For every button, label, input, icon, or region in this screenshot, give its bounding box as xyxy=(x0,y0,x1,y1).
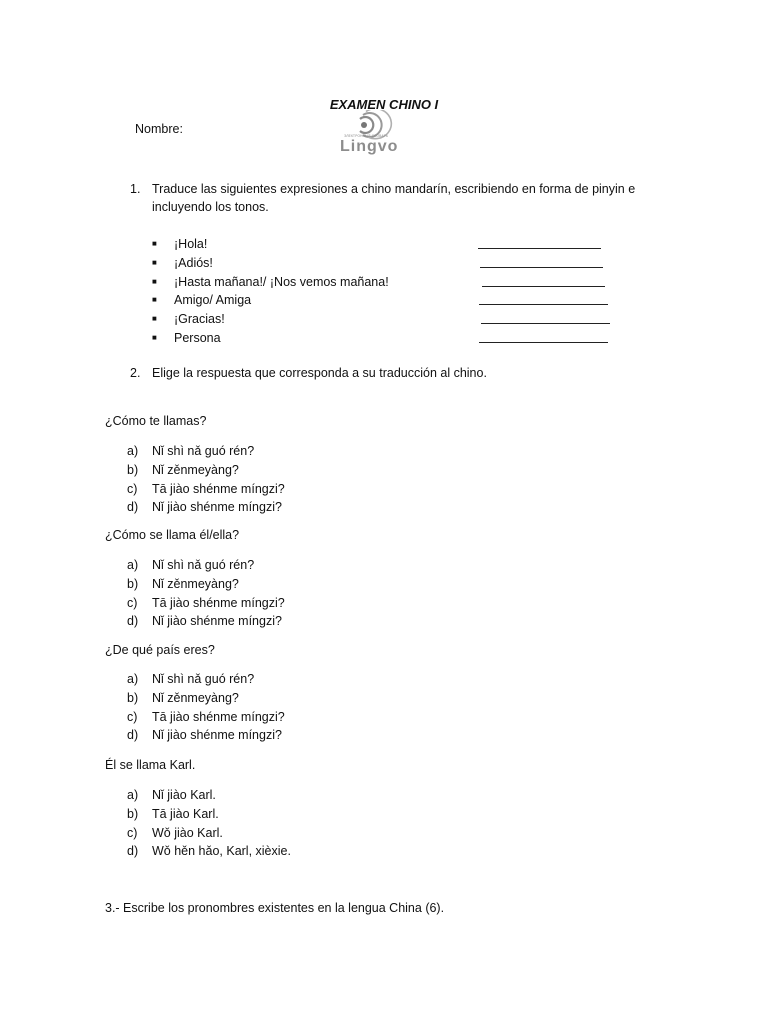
option-letter: c) xyxy=(127,595,138,610)
item-text: Amigo/ Amiga xyxy=(174,293,252,308)
option-item[interactable] xyxy=(127,480,427,499)
option-text: Nǐ jiào shénme míngzi? xyxy=(152,500,282,515)
option-letter: d) xyxy=(127,500,139,515)
option-text: Nǐ zěnmeyàng? xyxy=(152,462,239,477)
option-text: Nǐ shì nǎ guó rén? xyxy=(152,672,255,686)
subquestion-prompt: ¿Cómo te llamas? xyxy=(105,414,207,428)
option-text: Wǒ jiào Karl. xyxy=(152,825,223,840)
option-letter: c) xyxy=(127,825,138,840)
option-letter: a) xyxy=(127,558,139,572)
option-item[interactable] xyxy=(127,786,427,805)
exam-title: EXAMEN CHINO I xyxy=(329,97,439,112)
question-2-number: 2. xyxy=(130,366,141,380)
option-item[interactable] xyxy=(127,498,427,517)
list-item xyxy=(152,235,652,254)
question-1-number: 1. xyxy=(130,182,141,196)
option-letter: b) xyxy=(127,576,139,591)
answer-blank[interactable] xyxy=(481,323,610,324)
option-letter: b) xyxy=(127,806,139,821)
options-list xyxy=(127,442,427,517)
question-1 xyxy=(130,180,650,216)
logo-wordmark: Lingvo xyxy=(340,138,399,155)
answer-blank[interactable] xyxy=(479,304,608,305)
option-item[interactable] xyxy=(127,726,427,745)
option-item[interactable] xyxy=(127,670,427,689)
option-text: Tā jiào shénme míngzi? xyxy=(152,709,285,724)
answer-blank[interactable] xyxy=(478,248,601,249)
answer-blank[interactable] xyxy=(482,286,605,287)
bullet-icon: ■ xyxy=(152,257,157,267)
item-text: ¡Hola! xyxy=(174,237,208,251)
item-text: ¡Adiós! xyxy=(174,255,213,270)
option-item[interactable] xyxy=(127,689,427,708)
bullet-icon: ■ xyxy=(152,332,157,342)
option-text: Tā jiào Karl. xyxy=(152,806,219,821)
option-text: Nǐ shì nǎ guó rén? xyxy=(152,444,255,458)
option-letter: c) xyxy=(127,481,138,496)
option-item[interactable] xyxy=(127,575,427,594)
option-item[interactable] xyxy=(127,594,427,613)
option-item[interactable] xyxy=(127,556,427,575)
option-text: Nǐ zěnmeyàng? xyxy=(152,690,239,705)
item-text: ¡Gracias! xyxy=(174,312,225,327)
options-list xyxy=(127,556,427,631)
q1-items-list xyxy=(152,235,652,348)
bullet-icon: ■ xyxy=(152,295,157,305)
logo-tagline: ЭЛЕКТРОННЫЙ СЛОВАРЬ xyxy=(344,134,389,138)
question-1-text: Traduce las siguientes expresiones a chino mandarín, escribiendo en forma de pinyin e incluyendo los tonos. xyxy=(152,182,636,214)
option-letter: a) xyxy=(127,444,139,458)
option-text: Nǐ zěnmeyàng? xyxy=(152,576,239,591)
option-item[interactable] xyxy=(127,805,427,824)
list-item xyxy=(152,254,652,273)
option-text: Nǐ jiào shénme míngzi? xyxy=(152,614,282,629)
lingvo-logo xyxy=(330,110,405,158)
options-list xyxy=(127,786,427,861)
option-text: Nǐ jiào shénme míngzi? xyxy=(152,728,282,743)
question-2-text: Elige la respuesta que corresponda a su traducción al chino. xyxy=(152,366,487,380)
question-3-text: 3.- Escribe los pronombres existentes en la lengua China (6). xyxy=(105,901,445,915)
option-letter: d) xyxy=(127,844,139,859)
option-item[interactable] xyxy=(127,442,427,461)
list-item xyxy=(152,273,652,292)
option-text: Wǒ hěn hǎo, Karl, xièxie. xyxy=(152,844,291,859)
subquestion-prompt: ¿De qué país eres? xyxy=(105,643,215,657)
option-item[interactable] xyxy=(127,612,427,631)
bullet-icon: ■ xyxy=(152,276,157,286)
option-text: Nǐ shì nǎ guó rén? xyxy=(152,558,255,572)
option-text: Nǐ jiào Karl. xyxy=(152,788,216,802)
option-letter: b) xyxy=(127,462,139,477)
list-item xyxy=(152,310,652,329)
item-text: ¡Hasta mañana!/ ¡Nos vemos mañana! xyxy=(174,274,389,289)
option-item[interactable] xyxy=(127,824,427,843)
answer-blank[interactable] xyxy=(480,267,603,268)
item-text: Persona xyxy=(174,330,221,345)
option-text: Tā jiào shénme míngzi? xyxy=(152,595,285,610)
option-letter: a) xyxy=(127,788,139,802)
options-list xyxy=(127,670,427,745)
option-letter: c) xyxy=(127,709,138,724)
subquestion-prompt: ¿Cómo se llama él/ella? xyxy=(105,528,240,542)
option-text: Tā jiào shénme míngzi? xyxy=(152,481,285,496)
option-letter: d) xyxy=(127,614,139,629)
option-letter: d) xyxy=(127,728,139,743)
option-item[interactable] xyxy=(127,708,427,727)
answer-blank[interactable] xyxy=(479,342,608,343)
bullet-icon: ■ xyxy=(152,314,157,324)
subquestion-prompt: Él se llama Karl. xyxy=(105,758,196,772)
option-item[interactable] xyxy=(127,842,427,861)
list-item xyxy=(152,291,652,310)
option-item[interactable] xyxy=(127,461,427,480)
option-letter: b) xyxy=(127,690,139,705)
option-letter: a) xyxy=(127,672,139,686)
list-item xyxy=(152,329,652,348)
bullet-icon: ■ xyxy=(152,239,157,248)
name-label: Nombre: xyxy=(135,122,183,136)
